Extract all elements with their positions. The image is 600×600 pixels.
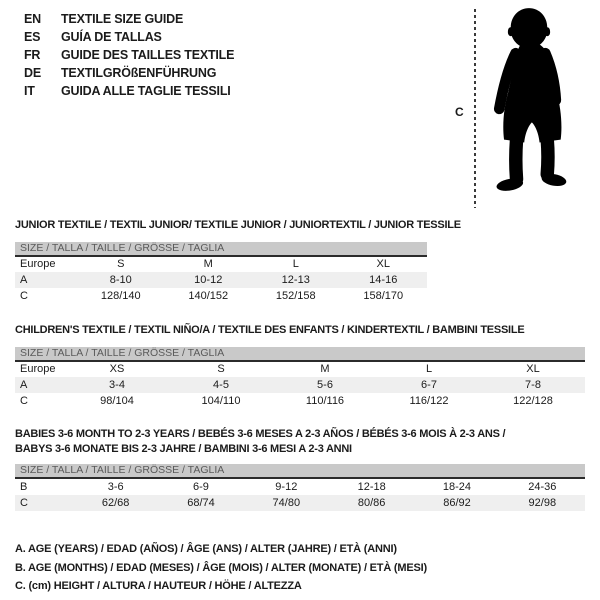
size-cell: 4-5 — [213, 379, 229, 391]
row-label: B — [20, 481, 28, 493]
table-row — [15, 377, 585, 393]
size-cell: 80/86 — [357, 497, 386, 509]
size-header-bar: SIZE / TALLA / TAILLE / GRÖSSE / TAGLIA — [15, 464, 585, 479]
size-cell: 92/98 — [528, 497, 557, 509]
table-row — [15, 272, 427, 288]
language-code: ES — [24, 30, 41, 44]
size-cell: 3-6 — [107, 481, 124, 493]
language-text: GUIDA ALLE TAGLIE TESSILI — [61, 84, 231, 98]
size-cell: 110/116 — [305, 395, 345, 407]
language-row-fr — [24, 46, 234, 64]
size-cell: 74/80 — [272, 497, 301, 509]
language-row-it — [24, 82, 234, 100]
size-cell: 10-12 — [194, 274, 223, 286]
size-cell: 86/92 — [443, 497, 471, 509]
size-cell: XL — [526, 363, 540, 375]
babies-size-table — [15, 479, 585, 511]
size-cell: 7-8 — [525, 379, 541, 391]
size-cell: L — [425, 363, 433, 375]
size-cell: 6-7 — [421, 379, 437, 391]
size-cell: L — [292, 258, 299, 270]
table-row — [15, 393, 585, 409]
size-cell: 24-36 — [528, 481, 557, 493]
language-row-de — [24, 64, 234, 82]
size-cell: 104/110 — [201, 395, 241, 407]
language-text: GUÍA DE TALLAS — [61, 30, 162, 44]
size-cell: XL — [376, 258, 390, 270]
size-header-bar: SIZE / TALLA / TAILLE / GRÖSSE / TAGLIA — [15, 347, 585, 362]
height-measure-dashed-line — [474, 9, 476, 208]
language-code: EN — [24, 12, 41, 26]
size-cell: 5-6 — [317, 379, 333, 391]
size-cell: M — [203, 258, 213, 270]
language-text: TEXTILE SIZE GUIDE — [61, 12, 184, 26]
language-list — [24, 10, 234, 100]
language-code: FR — [24, 48, 41, 62]
table-row — [15, 288, 427, 304]
size-cell: 152/158 — [275, 290, 316, 302]
size-cell: 62/68 — [101, 497, 130, 509]
size-cell: 140/152 — [188, 290, 229, 302]
size-cell: 12-13 — [281, 274, 310, 286]
size-cell: XS — [109, 363, 125, 375]
section-childrens-textile — [15, 323, 585, 407]
table-row — [15, 495, 585, 511]
size-cell: 6-9 — [193, 481, 209, 493]
row-label: C — [20, 290, 28, 302]
size-cell: 128/140 — [100, 290, 141, 302]
section-junior-textile — [15, 218, 461, 302]
footnote-c: C. (cm) HEIGHT / ALTURA / HAUTEUR / HÖHE / ALTEZZA — [15, 580, 302, 592]
height-measure-label: C — [455, 105, 464, 119]
section-title-line2: BABYS 3-6 MONATE BIS 2-3 JAHRE / BAMBINI 3-6 MESI A 2-3 ANNI — [15, 443, 352, 455]
size-cell: 12-18 — [357, 481, 386, 493]
table-row — [15, 361, 585, 377]
row-label: Europe — [20, 258, 56, 270]
children-size-table — [15, 361, 585, 409]
size-cell: 158/170 — [363, 290, 404, 302]
table-row — [15, 479, 585, 495]
section-title-line1: BABIES 3-6 MONTH TO 2-3 YEARS / BEBÉS 3-6 MESES A 2-3 AÑOS / BÉBÉS 3-6 MOIS À 2-3 ANS / — [15, 428, 506, 440]
size-cell: S — [117, 258, 125, 270]
size-cell: 98/104 — [100, 395, 134, 407]
row-label: A — [20, 274, 28, 286]
language-row-es — [24, 28, 234, 46]
size-cell: M — [320, 363, 330, 375]
language-text: TEXTILGRÖßENFÜHRUNG — [61, 66, 217, 80]
row-label: A — [20, 379, 28, 391]
footnotes — [15, 540, 427, 596]
section-babies-textile — [15, 427, 585, 509]
toddler-silhouette-image — [481, 5, 577, 207]
language-row-en — [24, 10, 234, 28]
section-title: JUNIOR TEXTILE / TEXTIL JUNIOR/ TEXTILE JUNIOR / JUNIORTEXTIL / JUNIOR TESSILE — [15, 219, 461, 231]
junior-size-table — [15, 256, 427, 304]
size-cell: 14-16 — [369, 274, 398, 286]
language-code: IT — [24, 84, 35, 98]
footnote-a: A. AGE (YEARS) / EDAD (AÑOS) / ÂGE (ANS) / ALTER (JAHRE) / ETÀ (ANNI) — [15, 543, 397, 555]
size-header-bar: SIZE / TALLA / TAILLE / GRÖSSE / TAGLIA — [15, 242, 427, 257]
table-row — [15, 256, 427, 272]
row-label: C — [20, 395, 28, 407]
size-cell: 18-24 — [442, 481, 472, 493]
row-label: C — [20, 497, 28, 509]
language-code: DE — [24, 66, 41, 80]
size-cell: S — [217, 363, 225, 375]
footnote-b: B. AGE (MONTHS) / EDAD (MESES) / ÂGE (MOIS) / ALTER (MONATE) / ETÀ (MESI) — [15, 561, 427, 574]
section-title: CHILDREN'S TEXTILE / TEXTIL NIÑO/A / TEXTILE DES ENFANTS / KINDERTEXTIL / BAMBINI TESSILE — [15, 324, 525, 336]
size-cell: 122/128 — [513, 395, 553, 407]
size-cell: 68/74 — [187, 497, 215, 509]
size-cell: 9-12 — [275, 481, 298, 493]
row-label: Europe — [20, 363, 56, 375]
size-cell: 116/122 — [409, 395, 449, 407]
size-cell: 3-4 — [109, 379, 125, 391]
language-text: GUIDE DES TAILLES TEXTILE — [61, 48, 235, 62]
size-cell: 8-10 — [109, 274, 132, 286]
